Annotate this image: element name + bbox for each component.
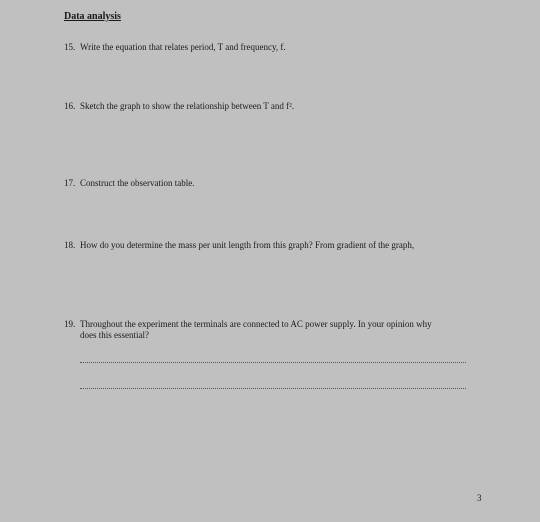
question-18: [64, 240, 494, 251]
question-text: Write the equation that relates period, T and frequency, f.: [80, 42, 286, 52]
question-16: [64, 101, 494, 112]
question-number: 19.: [64, 319, 76, 329]
question-number: 15.: [64, 42, 76, 52]
question-number: 16.: [64, 101, 76, 111]
answer-line[interactable]: [80, 388, 466, 389]
section-heading: Data analysis: [64, 11, 121, 22]
question-17: [64, 178, 494, 189]
question-text: Construct the observation table.: [80, 178, 195, 188]
question-text: Throughout the experiment the terminals are connected to AC power supply. In your opinion why: [80, 319, 432, 329]
question-19: [64, 319, 494, 341]
question-text: Sketch the graph to show the relationship between T and f².: [80, 101, 295, 111]
question-text-continuation: does this essential?: [80, 330, 149, 340]
answer-line[interactable]: [80, 362, 466, 363]
question-text: How do you determine the mass per unit length from this graph? From gradient of the graph,: [80, 240, 415, 250]
question-15: [64, 42, 494, 53]
question-number: 17.: [64, 178, 76, 188]
question-number: 18.: [64, 240, 76, 250]
page-number: 3: [477, 493, 482, 503]
